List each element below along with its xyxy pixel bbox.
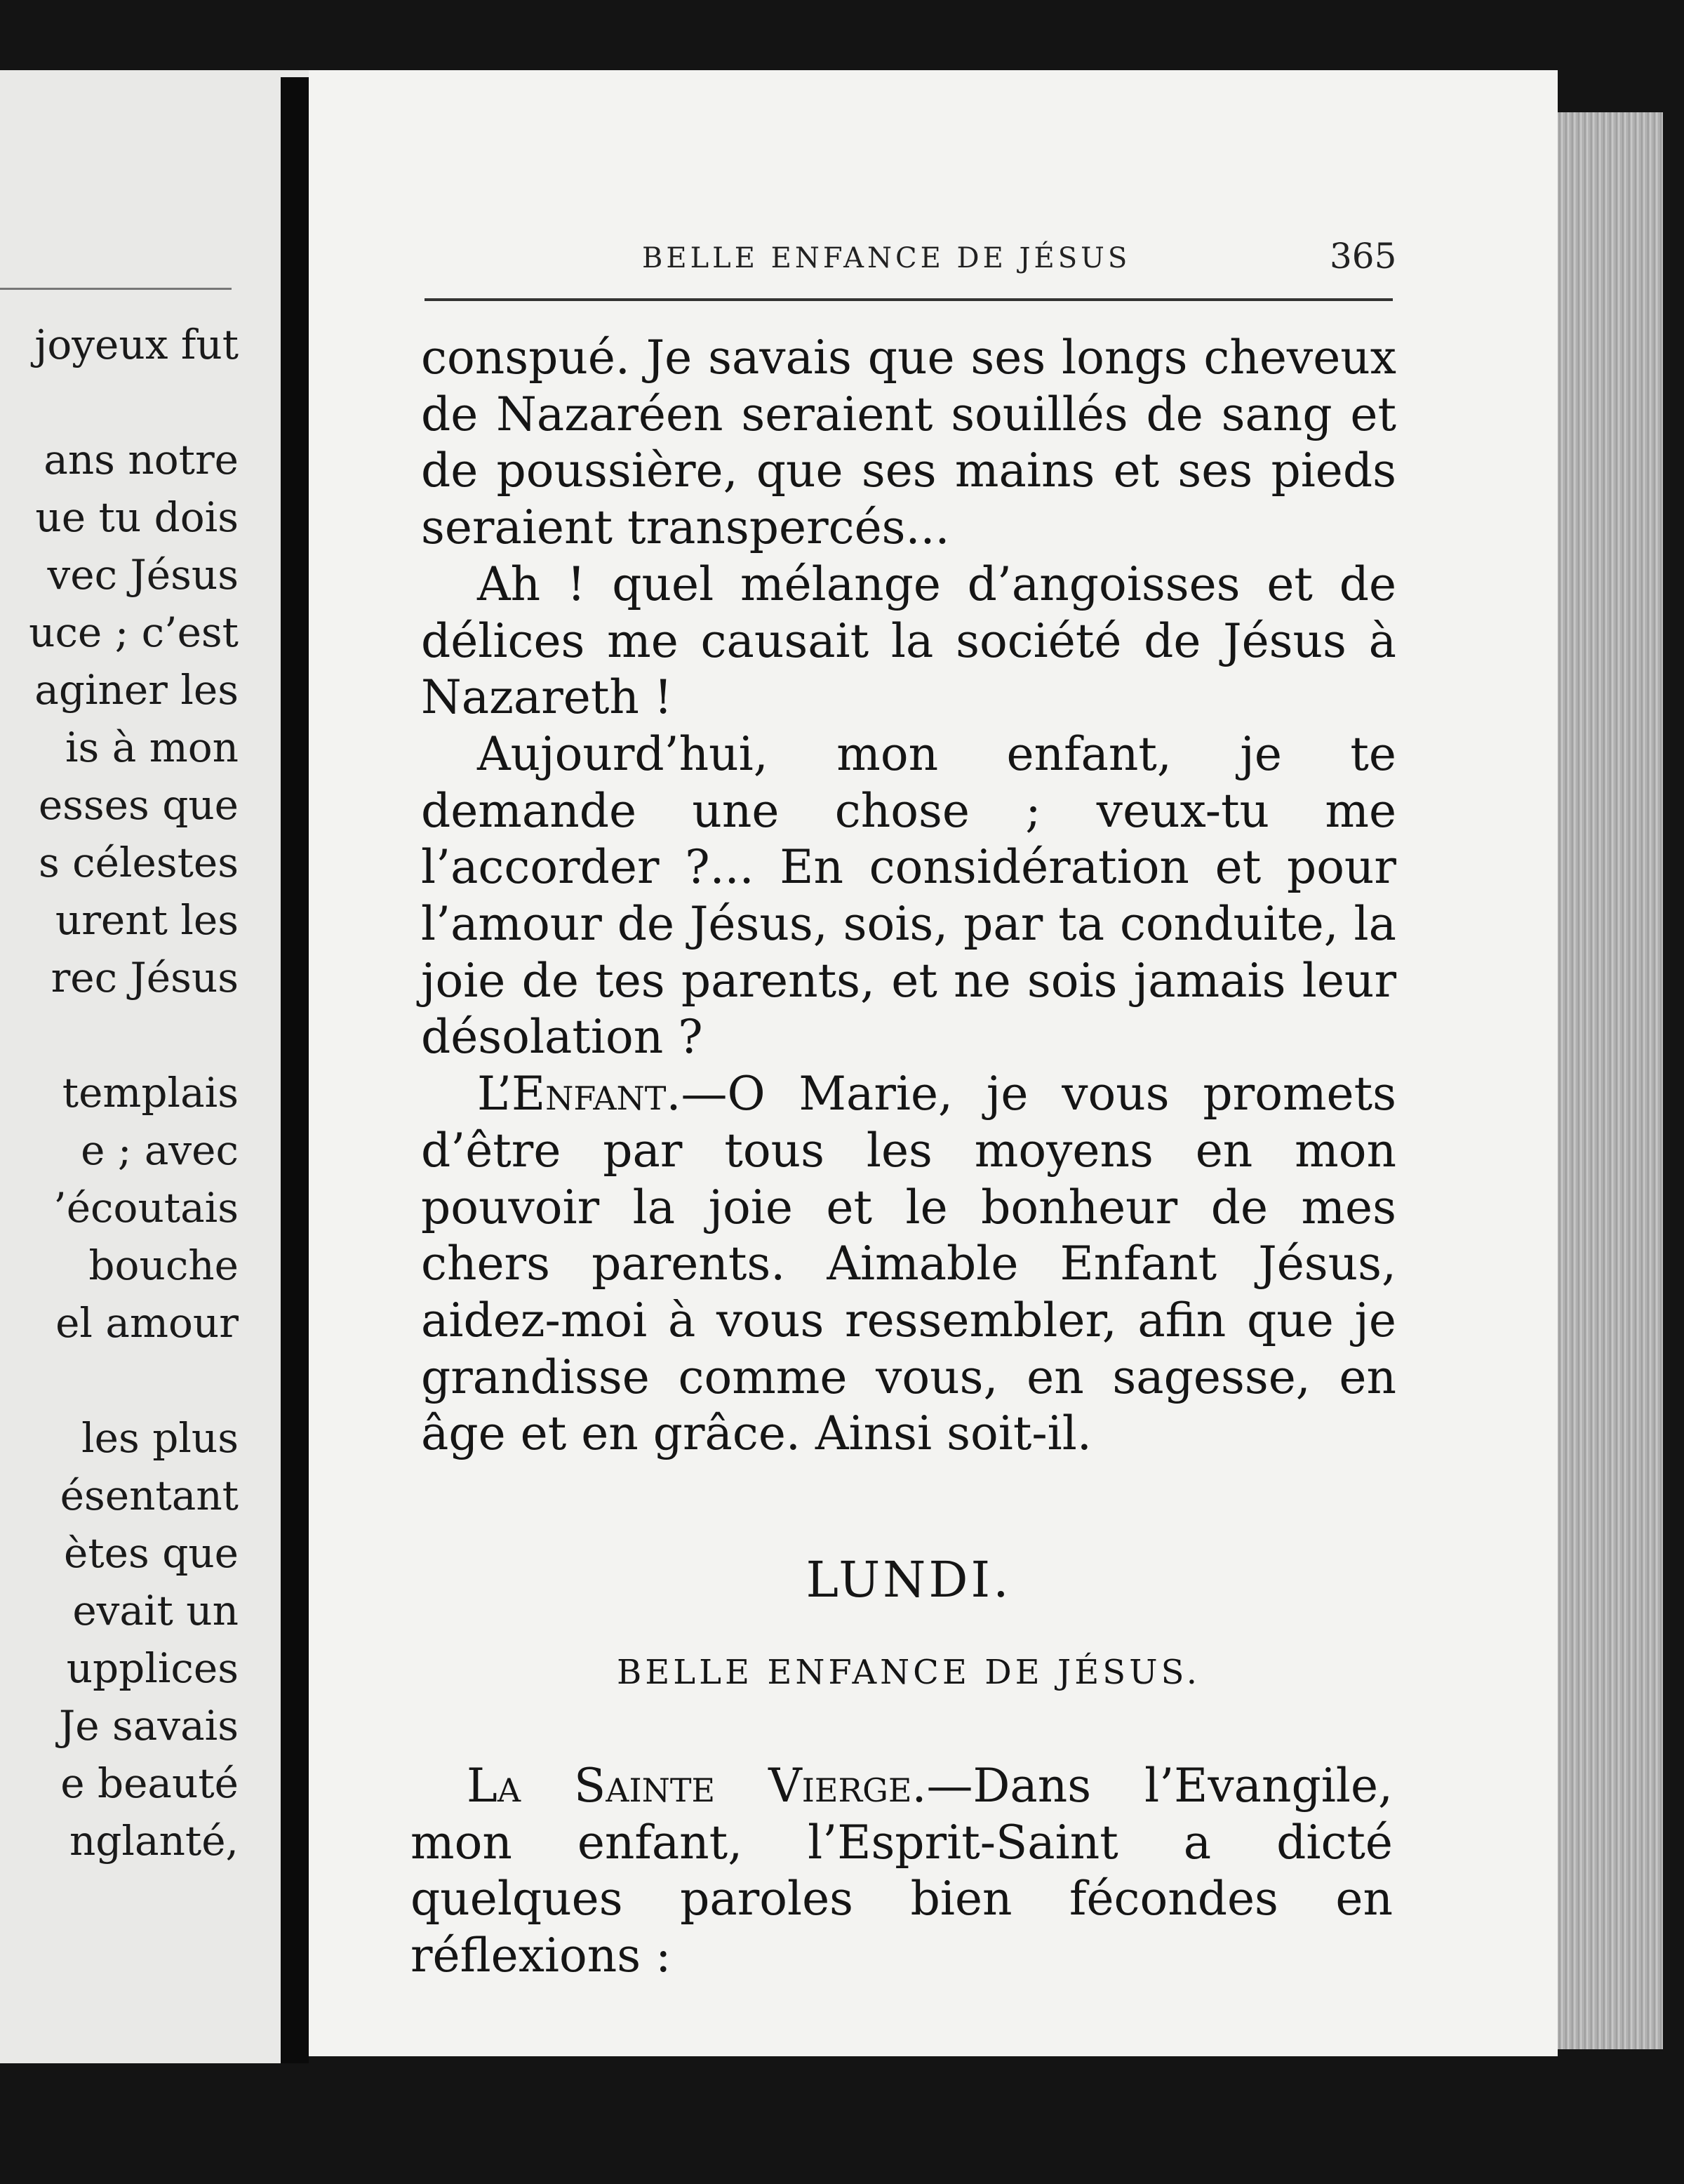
left-page-line: evait un [72,1587,239,1634]
page-number: 365 [1330,236,1397,277]
paragraph-text: —Dans l’Evangile, mon enfant, l’Esprit-Saint a dicté quelques paroles bien fécondes en réflexions : [410,1759,1393,1983]
paragraph: Ah ! quel mélange d’angoisses et de délices me causait la société de Jésus à Nazareth ! [421,557,1396,725]
left-page-line: ètes que [64,1529,239,1577]
speaker-label: La Sainte Vierge. [467,1759,927,1813]
paragraph: conspué. Je savais que ses longs cheveux de Nazaréen seraient souillés de sang et de poussière, que ses mains et ses pieds seraient transpercés... [421,331,1396,555]
left-page-line: el amour [55,1299,239,1347]
left-page-line: urent les [55,896,239,944]
left-page-line [0,1352,239,1409]
left-page-head-rule [0,288,232,290]
left-page-line [0,373,239,431]
left-page-line: ue tu dois [35,493,239,541]
paragraph [421,1066,1396,1463]
left-page-line: upplices [66,1644,239,1692]
closing-text [410,1758,1393,1985]
left-page-text [0,316,239,1870]
left-page-line: ans notre [44,436,239,484]
left-page-line: s célestes [38,839,239,886]
left-page-line: bouche [88,1241,239,1289]
paragraph: Aujourd’hui, mon enfant, je te demande une chose ; veux-tu me l’accorder ?... En considération et pour l’amour de Jésus, sois, par ta conduite, la joie de tes parents, et ne sois jamais leur désolation ? [421,726,1396,1065]
speaker-label: L’Enfant. [477,1067,681,1121]
left-page-line [0,1006,239,1064]
left-page-line: is à mon [65,724,239,771]
left-page-line: nglanté, [69,1817,239,1865]
section-title: LUNDI. [806,1551,1012,1609]
running-title: BELLE ENFANCE DE JÉSUS [642,242,1131,274]
paragraph-text: —O Marie, je vous promets d’être par tous les moyens en mon pouvoir la joie et le bonheur de mes chers parents. Aimable Enfant Jésus, aidez-moi à vous ressembler, afin que je grandisse comme vous, en sagesse, en âge et en grâce. Ainsi soit-il. [421,1067,1396,1461]
left-page-line: Je savais [58,1702,239,1750]
left-page-line: les plus [81,1414,239,1462]
head-rule [425,298,1393,301]
left-page-line: e beauté [60,1759,239,1807]
left-page-line: ésentant [60,1472,239,1519]
left-page-line: esses que [38,781,239,829]
left-page-line: vec Jésus [47,551,239,599]
left-page-line: e ; avec [81,1126,239,1174]
page-edges [1558,112,1663,2049]
left-page-line: aginer les [34,666,239,714]
book-gutter [281,77,309,2063]
body-text [421,330,1396,1463]
section-subtitle: BELLE ENFANCE DE JÉSUS. [616,1653,1201,1692]
left-page-line: uce ; c’est [29,608,239,656]
left-facing-page [0,70,309,2063]
right-page [309,70,1558,2056]
left-page-line: joyeux fut [34,321,239,368]
left-page-line: templais [62,1069,239,1117]
left-page-line: rec Jésus [51,954,239,1001]
paragraph [410,1758,1393,1985]
left-page-line: ’écoutais [53,1184,239,1232]
